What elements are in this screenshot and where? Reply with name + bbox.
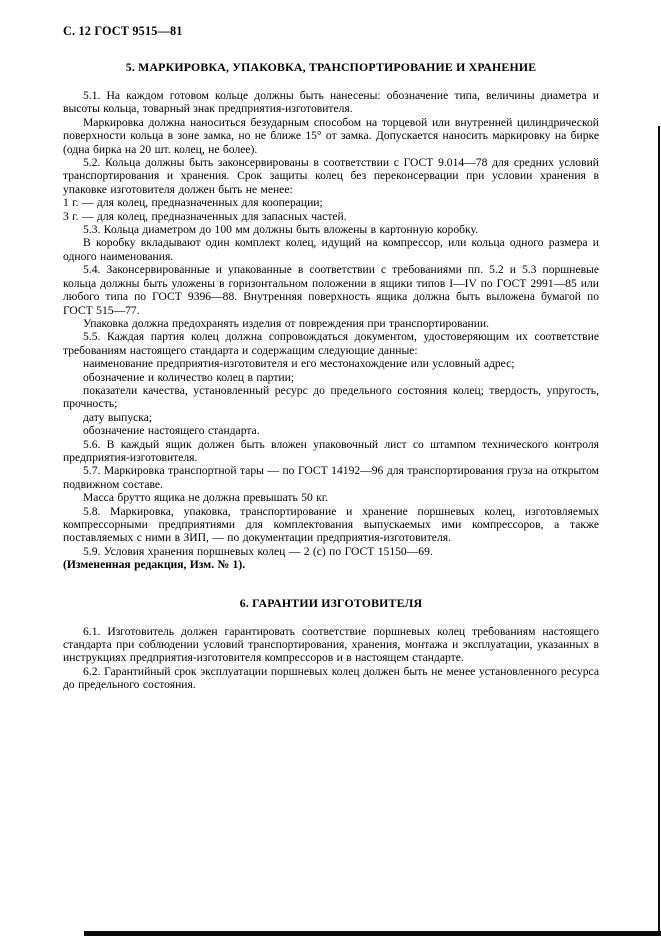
paragraph: 5.3. Кольца диаметром до 100 мм должны быть вложены в картонную коробку.: [83, 223, 479, 237]
paragraph: 5.1. На каждом готовом кольце должны быть нанесены: обозначение типа, величины диаметра и высоты кольца, товарный знак предприятия-изготовителя.: [63, 89, 599, 116]
list-item: 3 г. — для колец, предназначенных для запасных частей.: [63, 209, 347, 223]
list-item: обозначение настоящего стандарта.: [83, 424, 260, 438]
paragraph: В коробку вкладывают один комплект колец, идущий на компрессор, или кольца одного размера и одного наименования.: [63, 236, 599, 263]
paragraph: 5.4. Законсервированные и упакованные в соответствии с требованиями пп. 5.2 и 5.3 поршневые кольца должны быть уложены в горизонтальном положении в ящики типов I—IV по ГОСТ 2991—85 или любого типа по ГОСТ 9396—88. Внутренняя поверхность ящика должна быть выложена бумагой по ГОСТ 515—77.: [63, 263, 599, 317]
section-title: 5. МАРКИРОВКА, УПАКОВКА, ТРАНСПОРТИРОВАНИЕ И ХРАНЕНИЕ: [125, 60, 537, 74]
paragraph: 5.7. Маркировка транспортной тары — по ГОСТ 14192—96 для транспортирования груза на открытом подвижном составе.: [63, 464, 599, 491]
section-marking-packing: [63, 60, 599, 572]
paragraph: Упаковка должна предохранять изделия от повреждения при транспортировании.: [83, 316, 490, 330]
paragraph: 5.2. Кольца должны быть законсервированы в соответствии с ГОСТ 9.014—78 для средних условий транспортирования и хранения. Срок защиты колец без переконсервации при условии хранения в упаковке изготовителя должен быть не менее:: [63, 156, 599, 196]
list-item: показатели качества, установленный ресурс до предельного состояния колец; твердость, упругость, прочность;: [63, 383, 599, 411]
paragraph: 6.2. Гарантийный срок эксплуатации поршневых колец должен быть не менее установленного ресурса до предельного состояния.: [63, 664, 599, 692]
scan-artifact-right-edge: [658, 126, 660, 936]
paragraph: Масса брутто ящика не должна превышать 50 кг.: [83, 491, 329, 505]
paragraph: Маркировка должна наноситься безударным способом на торцевой или внутренней цилиндрической поверхности кольца в зоне замка, но не ближе 15° от замка. Допускается наносить маркировку на бирке (одна бирка на 20 шт. колец, не более).: [63, 115, 599, 156]
paragraph: 5.5. Каждая партия колец должна сопровождаться документом, удостоверяющим их соответствие требованиям настоящего стандарта и содержащим следующие данные:: [63, 330, 599, 357]
paragraph: 5.8. Маркировка, упаковка, транспортирование и хранение поршневых колец, изготовляемых компрессорными предприятиями для комплектования выпускаемых ими компрессоров, а также поставляемых с ними в ЗИП, — по документации предприятия-изготовителя.: [63, 504, 599, 545]
list-item: обозначение и количество колец в партии;: [83, 370, 295, 384]
paragraph: 5.9. Условия хранения поршневых колец — 2 (с) по ГОСТ 15150—69.: [83, 544, 433, 558]
list-item: наименование предприятия-изготовителя и его местонахождение или условный адрес;: [83, 357, 515, 371]
page-header: С. 12 ГОСТ 9515—81: [63, 24, 183, 38]
amendment-note: (Измененная редакция, Изм. № 1).: [63, 558, 246, 572]
list-item: 1 г. — для колец, предназначенных для кооперации;: [63, 196, 323, 210]
section-title: 6. ГАРАНТИИ ИЗГОТОВИТЕЛЯ: [239, 595, 423, 610]
paragraph: 5.6. В каждый ящик должен быть вложен упаковочный лист со штампом технического контроля предприятия-изготовителя.: [63, 437, 599, 464]
scan-artifact-bottom-edge: [84, 931, 661, 936]
section-warranty: [63, 596, 599, 692]
paragraph: 6.1. Изготовитель должен гарантировать соответствие поршневых колец требованиям настоящего стандарта при соблюдении условий транспортирования, хранения, монтажа и эксплуатации, указанных в инструкциях предприятия-изготовителя компрессоров и в настоящем стандарте.: [63, 624, 599, 665]
list-item: дату выпуска;: [83, 410, 153, 424]
